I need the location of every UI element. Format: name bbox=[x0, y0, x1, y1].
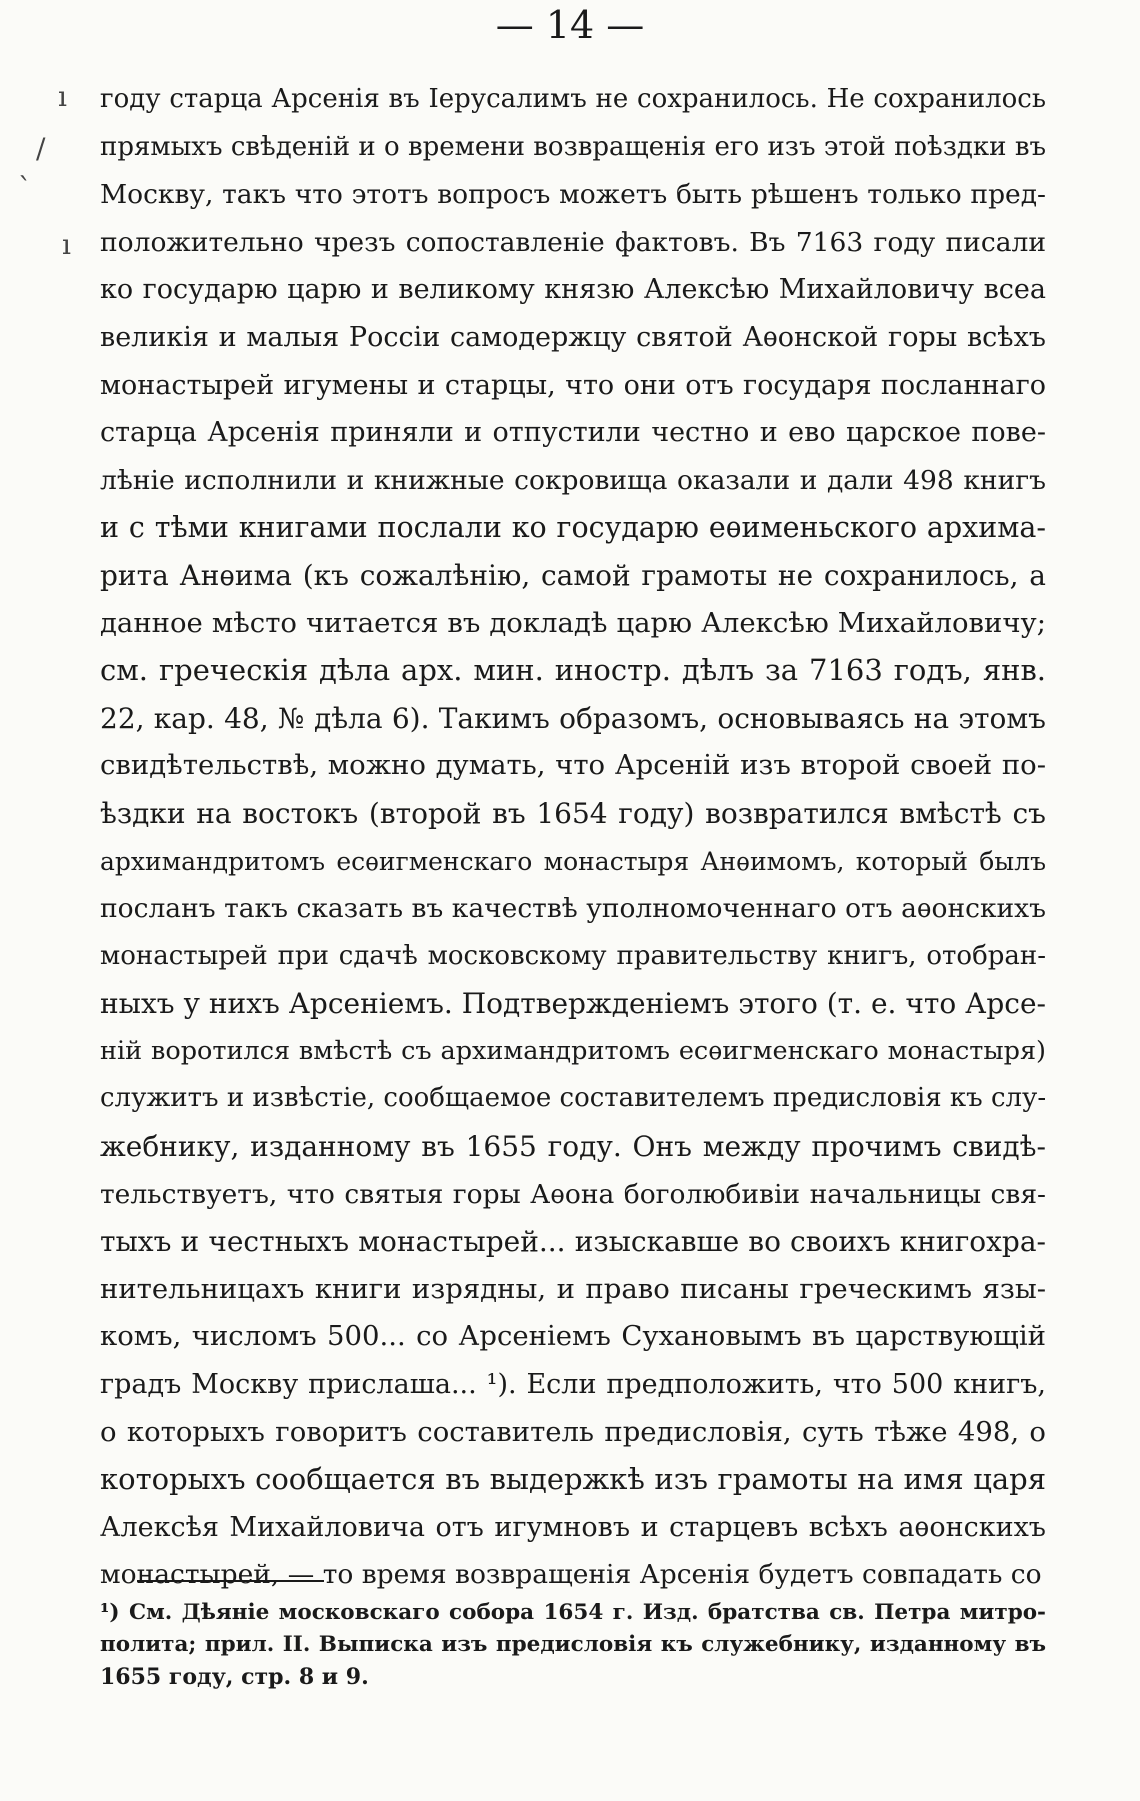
body-line: посланъ такъ сказать въ качествѣ уполномоченнаго отъ аѳонскихъ bbox=[100, 893, 1046, 925]
body-line: Москву, такъ что этотъ вопросъ можетъ быть рѣшенъ только пред- bbox=[100, 179, 1046, 211]
footnote-divider bbox=[137, 1580, 324, 1582]
margin-mark: ı bbox=[58, 80, 67, 113]
body-line: прямыхъ свѣденій и о времени возвращенія его изъ этой поѣздки въ bbox=[100, 131, 1046, 162]
body-line: лѣніе исполнили и книжные сокровища оказали и дали 498 книгъ bbox=[100, 464, 1046, 496]
body-line: великія и малыя Россіи самодержцу святой Аѳонской горы всѣхъ bbox=[100, 321, 1046, 353]
body-line: 22, кар. 48, № дѣла 6). Такимъ образомъ, основываясь на этомъ bbox=[100, 701, 1046, 735]
body-line: ѣздки на востокъ (второй въ 1654 году) возвратился вмѣстѣ съ bbox=[100, 796, 1046, 830]
body-line: старца Арсенія приняли и отпустили честно и ево царское пове- bbox=[100, 417, 1046, 449]
body-line: ко государю царю и великому князю Алексѣю Михайловичу всеа bbox=[100, 274, 1046, 306]
footnote-line: ¹) См. Дѣяніе московскаго собора 1654 г. Изд. братства св. Петра митро- bbox=[100, 1600, 1046, 1625]
body-line: ныхъ у нихъ Арсеніемъ. Подтвержденіемъ этого (т. е. что Арсе- bbox=[100, 987, 1046, 1021]
body-line: служитъ и извѣстіе, сообщаемое составителемъ предисловія къ слу- bbox=[100, 1083, 1046, 1114]
body-line: тельствуетъ, что святыя горы Аѳона боголюбивіи начальницы свя- bbox=[100, 1178, 1046, 1210]
margin-mark: / bbox=[36, 132, 46, 165]
body-line: см. греческія дѣла арх. мин. иностр. дѣлъ за 7163 годъ, янв. bbox=[100, 653, 1046, 688]
margin-mark: ı bbox=[62, 228, 71, 261]
body-line: комъ, числомъ 500... со Арсеніемъ Сухановымъ въ царствующій bbox=[100, 1320, 1046, 1353]
body-line: нительницахъ книги изрядны, и право писаны греческимъ язы- bbox=[100, 1272, 1046, 1305]
body-line: данное мѣсто читается въ докладѣ царю Алексѣю Михайловичу; bbox=[100, 606, 1046, 639]
body-line: рита Анѳима (къ сожалѣнію, самой грамоты не сохранилось, а bbox=[100, 558, 1046, 592]
body-line: градъ Москву прислаша... ¹). Если предположить, что 500 книгъ, bbox=[100, 1369, 1046, 1401]
footnote-line: полита; прил. II. Выписка изъ предисловія къ служебнику, изданному въ bbox=[100, 1632, 1046, 1657]
body-line: свидѣтельствѣ, можно думать, что Арсеній изъ второй своей по- bbox=[100, 749, 1046, 782]
body-line: жебнику, изданному въ 1655 году. Онъ между прочимъ свидѣ- bbox=[100, 1130, 1046, 1164]
body-line: ній воротился вмѣстѣ съ архимандритомъ есѳигменскаго монастыря) bbox=[100, 1035, 1046, 1066]
margin-mark: ˋ bbox=[18, 172, 32, 205]
body-line: положительно чрезъ сопоставленіе фактовъ. Въ 7163 году писали bbox=[100, 226, 1046, 258]
body-line: которыхъ сообщается въ выдержкѣ изъ грамоты на имя царя bbox=[100, 1462, 1046, 1497]
body-line: монастырей, — то время возвращенія Арсенія будетъ совпадать со bbox=[100, 1559, 1042, 1591]
footnote-line: 1655 году, стр. 8 и 9. bbox=[100, 1664, 369, 1690]
body-line: тыхъ и честныхъ монастырей... изыскавше во своихъ книгохра- bbox=[100, 1225, 1046, 1259]
body-line: о которыхъ говоритъ составитель предисловія, суть тѣже 498, о bbox=[100, 1415, 1046, 1448]
body-line: году старца Арсенія въ Іерусалимъ не сохранилось. Не сохранилось bbox=[100, 84, 1046, 114]
body-line: монастырей игумены и старцы, что они отъ государя посланнаго bbox=[100, 369, 1046, 401]
body-line: архимандритомъ есѳигменскаго монастыря Анѳимомъ, который былъ bbox=[100, 846, 1046, 876]
footnote bbox=[100, 1597, 1046, 1693]
page-number: — 14 — bbox=[495, 3, 645, 47]
body-line: Алексѣя Михайловича отъ игумновъ и старцевъ всѣхъ аѳонскихъ bbox=[100, 1511, 1046, 1543]
body-line: и с тѣми книгами послали ко государю еѳименьского архима- bbox=[100, 511, 1046, 545]
body-line: монастырей при сдачѣ московскому правительству книгъ, отобран- bbox=[100, 940, 1046, 971]
body-text bbox=[100, 76, 1046, 1599]
